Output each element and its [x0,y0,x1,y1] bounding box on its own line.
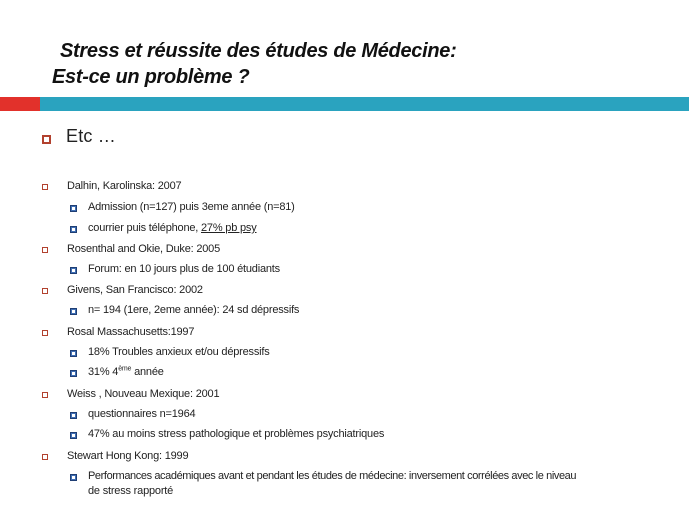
entry-detail: n= 194 (1ere, 2eme année): 24 sd dépressifs [88,304,300,316]
entry-heading: Rosal Massachusetts:1997 [67,326,195,338]
sub-bullet-icon [70,474,77,481]
entry-detail-continued: de stress rapporté [88,485,174,497]
sub-bullet-icon [70,432,77,439]
title-line-2: Est-ce un problème ? [52,66,250,88]
detail-highlight: 27% pb psy [201,222,257,234]
sub-bullet-icon [70,350,77,357]
sub-bullet-icon [70,205,77,212]
accent-bar-red [0,97,40,111]
accent-bar-teal [40,97,689,111]
entry-detail [88,366,164,378]
sub-bullet-icon [70,226,77,233]
entry-detail: 18% Troubles anxieux et/ou dépressifs [88,346,270,358]
sub-bullet-icon [70,308,77,315]
detail-text: 31% 4 [88,366,119,378]
entry-detail [88,222,257,234]
entry-detail: questionnaires n=1964 [88,408,196,420]
square-bullet-icon [42,454,48,460]
square-bullet-icon [42,392,48,398]
square-bullet-icon [42,247,48,253]
sub-bullet-icon [70,370,77,377]
sub-bullet-icon [70,267,77,274]
square-bullet-icon [42,184,48,190]
entry-detail: 47% au moins stress pathologique et problèmes psychiatriques [88,428,385,440]
entry-detail: Admission (n=127) puis 3eme année (n=81) [88,201,295,213]
slide-title [52,38,456,90]
square-bullet-icon [42,135,51,144]
top-item: Etc … [66,126,117,146]
detail-text: courrier puis téléphone, [88,222,202,234]
entry-heading: Givens, San Francisco: 2002 [67,284,203,296]
detail-superscript: ème [118,365,132,373]
square-bullet-icon [42,330,48,336]
entry-detail: Forum: en 10 jours plus de 100 étudiants [88,263,280,275]
title-line-1: Stress et réussite des études de Médecine: [60,40,457,62]
entry-heading: Rosenthal and Okie, Duke: 2005 [67,243,220,255]
entry-heading: Dalhin, Karolinska: 2007 [67,180,182,192]
sub-bullet-icon [70,412,77,419]
entry-heading: Stewart Hong Kong: 1999 [67,450,189,462]
entry-detail: Performances académiques avant et pendant les études de médecine: inversement corrélées avec le niveau [88,470,577,482]
detail-text: année [131,366,164,378]
entry-heading: Weiss , Nouveau Mexique: 2001 [67,388,220,400]
square-bullet-icon [42,288,48,294]
